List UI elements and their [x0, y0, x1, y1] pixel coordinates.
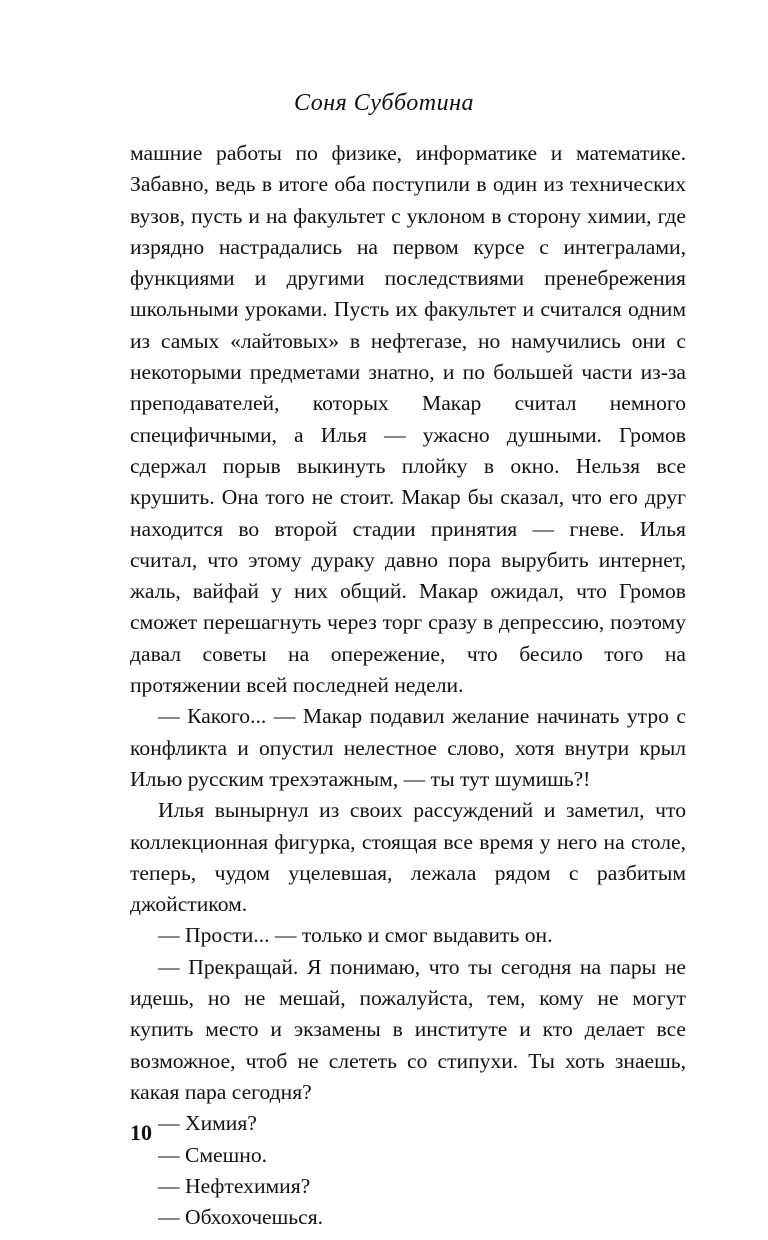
page-body-text — [130, 138, 686, 1233]
paragraph-continuation: машние работы по физике, информатике и математике. Забавно, ведь в итоге оба поступили в один из технических вузов, пусть и на факультет с уклоном в сторону химии, где изрядно настрадались на первом курсе с интегралами, функциями и другими последствиями пренебрежения школьными уроками. Пусть их факультет и считался одним из самых «лайтовых» в нефтегазе, но намучились они с некоторыми предметами знатно, и по большей части из-за преподавателей, которых Макар считал немного специфичными, а Илья — ужасно душными. Громов сдержал порыв выкинуть плойку в окно. Нельзя все крушить. Она того не стоит. Макар бы сказал, что его друг находится во второй стадии принятия — гневе. Илья считал, что этому дураку давно пора вырубить интернет, жаль, вайфай у них общий. Макар ожидал, что Громов сможет перешагнуть через торг сразу в депрессию, поэтому давал советы на опережение, что бесило того на протяжении всей последней недели. — [130, 141, 686, 698]
dialogue-line: — Смешно. — [158, 1142, 268, 1167]
dialogue-line: — Прекращай. Я понимаю, что ты сегодня на пары не идешь, но не мешай, пожалуйста, тем, кому не могут купить место и экзамены в институте и кто делает все возможное, чтоб не слететь со стипухи. Ты хоть знаешь, какая пара сегодня? — [130, 954, 686, 1104]
dialogue-line: — Какого... — Макар подавил желание начинать утро с конфликта и опустил нелестное слово, хотя внутри крыл Илью русским трехэтажным, — ты тут шумишь?! — [130, 704, 686, 791]
dialogue-line: — Нефтехимия? — [158, 1173, 311, 1198]
paragraph: Илья вынырнул из своих рассуждений и заметил, что коллекционная фигурка, стоящая все время у него на столе, теперь, чудом уцелевшая, лежала рядом с разбитым джойстиком. — [130, 798, 686, 917]
dialogue-line: — Химия? — [158, 1111, 257, 1136]
running-header-author: Соня Субботина — [294, 90, 474, 116]
page-number: 10 — [130, 1120, 152, 1145]
dialogue-line: — Прости... — только и смог выдавить он. — [158, 923, 553, 948]
dialogue-line: — Обхохочешься. — [158, 1205, 324, 1230]
